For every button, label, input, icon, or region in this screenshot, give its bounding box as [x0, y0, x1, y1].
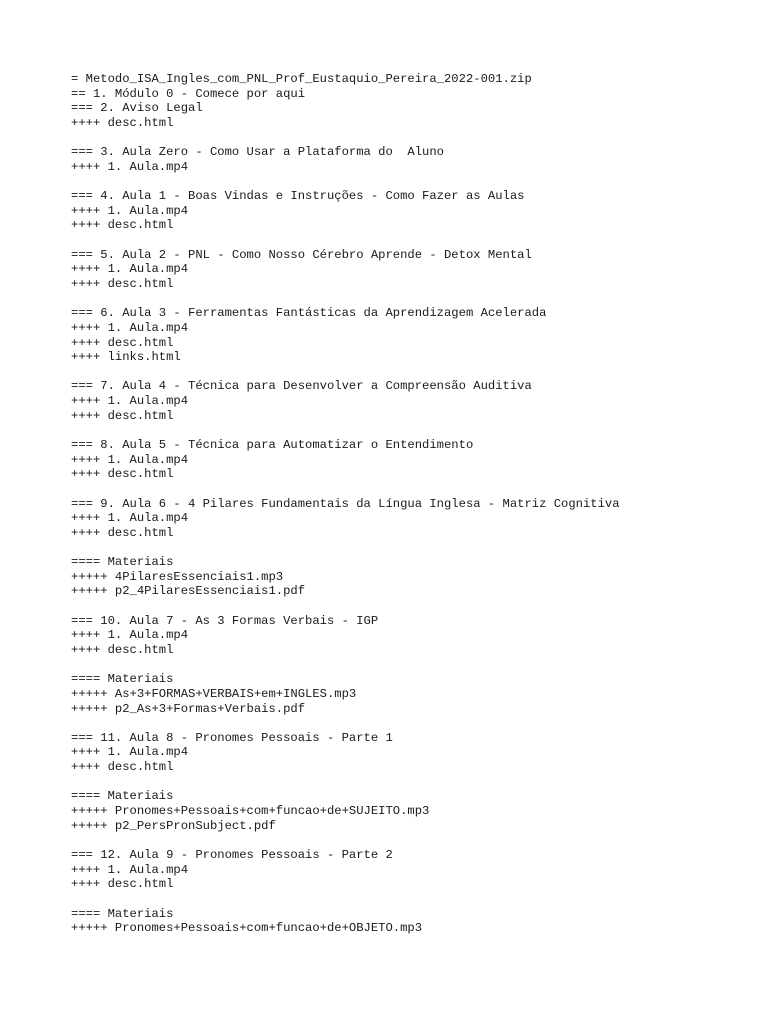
text-line: === 9. Aula 6 - 4 Pilares Fundamentais da Língua Inglesa - Matriz Cognitiva	[71, 496, 620, 511]
text-line: ==== Materiais	[71, 672, 174, 687]
text-line: ==== Materiais	[71, 789, 174, 804]
text-line: ++++ 1. Aula.mp4	[71, 203, 189, 218]
text-line: === 7. Aula 4 - Técnica para Desenvolver a Compreensão Auditiva	[71, 379, 532, 394]
text-block	[71, 306, 748, 365]
text-line: +++++ 4PilaresEssenciais1.mp3	[71, 569, 284, 584]
text-block	[71, 379, 748, 423]
text-line: +++++ Pronomes+Pessoais+com+funcao+de+OBJETO.mp3	[71, 921, 423, 936]
text-line: +++++ Pronomes+Pessoais+com+funcao+de+SUJEITO.mp3	[71, 804, 430, 819]
text-line: === 4. Aula 1 - Boas Vindas e Instruções - Como Fazer as Aulas	[71, 189, 525, 204]
text-block	[71, 614, 748, 658]
text-block	[71, 438, 748, 482]
text-line: ++++ desc.html	[71, 335, 174, 350]
text-line: ==== Materiais	[71, 555, 174, 570]
text-block	[71, 555, 748, 599]
text-line: ++++ 1. Aula.mp4	[71, 452, 189, 467]
text-line: ==== Materiais	[71, 906, 174, 921]
text-line: === 11. Aula 8 - Pronomes Pessoais - Parte 1	[71, 730, 393, 745]
text-line: === 12. Aula 9 - Pronomes Pessoais - Parte 2	[71, 847, 393, 862]
text-line: +++++ p2_As+3+Formas+Verbais.pdf	[71, 701, 306, 716]
text-line: ++++ 1. Aula.mp4	[71, 862, 189, 877]
text-block	[71, 907, 748, 936]
text-line: === 5. Aula 2 - PNL - Como Nosso Cérebro Aprende - Detox Mental	[71, 247, 532, 262]
text-line: ++++ desc.html	[71, 642, 174, 657]
text-line: ++++ 1. Aula.mp4	[71, 745, 189, 760]
text-block	[71, 145, 748, 174]
text-line: === 2. Aviso Legal	[71, 101, 203, 116]
text-line: ++++ desc.html	[71, 525, 174, 540]
text-line: +++++ As+3+FORMAS+VERBAIS+em+INGLES.mp3	[71, 686, 357, 701]
text-line: === 6. Aula 3 - Ferramentas Fantásticas da Aprendizagem Acelerada	[71, 306, 547, 321]
text-block	[71, 731, 748, 775]
text-line: === 10. Aula 7 - As 3 Formas Verbais - IGP	[71, 613, 379, 628]
text-line: = Metodo_ISA_Ingles_com_PNL_Prof_Eustaquio_Pereira_2022-001.zip	[71, 72, 532, 86]
text-line: +++++ p2_PersPronSubject.pdf	[71, 818, 276, 833]
text-line: ++++ links.html	[71, 350, 181, 365]
text-block	[71, 189, 748, 233]
text-line: ++++ desc.html	[71, 877, 174, 892]
text-line: ++++ desc.html	[71, 760, 174, 775]
text-block	[71, 672, 748, 716]
text-line: ++++ desc.html	[71, 115, 174, 130]
text-line: ++++ 1. Aula.mp4	[71, 320, 189, 335]
text-line: ++++ 1. Aula.mp4	[71, 394, 189, 409]
text-line: ++++ desc.html	[71, 467, 174, 482]
text-block	[71, 497, 748, 541]
text-line: ++++ desc.html	[71, 218, 174, 233]
text-line: === 3. Aula Zero - Como Usar a Plataforma do Aluno	[71, 145, 444, 160]
text-line: ++++ 1. Aula.mp4	[71, 511, 189, 526]
document-page	[71, 72, 748, 950]
text-line: === 8. Aula 5 - Técnica para Automatizar o Entendimento	[71, 438, 474, 453]
text-line: ++++ desc.html	[71, 276, 174, 291]
text-line: +++++ p2_4PilaresEssenciais1.pdf	[71, 584, 306, 599]
text-line: == 1. Módulo 0 - Comece por aqui	[71, 86, 306, 101]
text-line: ++++ desc.html	[71, 408, 174, 423]
text-line: ++++ 1. Aula.mp4	[71, 628, 189, 643]
text-block	[71, 848, 748, 892]
text-line: ++++ 1. Aula.mp4	[71, 262, 189, 277]
text-block	[71, 248, 748, 292]
text-line: ++++ 1. Aula.mp4	[71, 159, 189, 174]
text-block	[71, 72, 748, 131]
text-block	[71, 789, 748, 833]
